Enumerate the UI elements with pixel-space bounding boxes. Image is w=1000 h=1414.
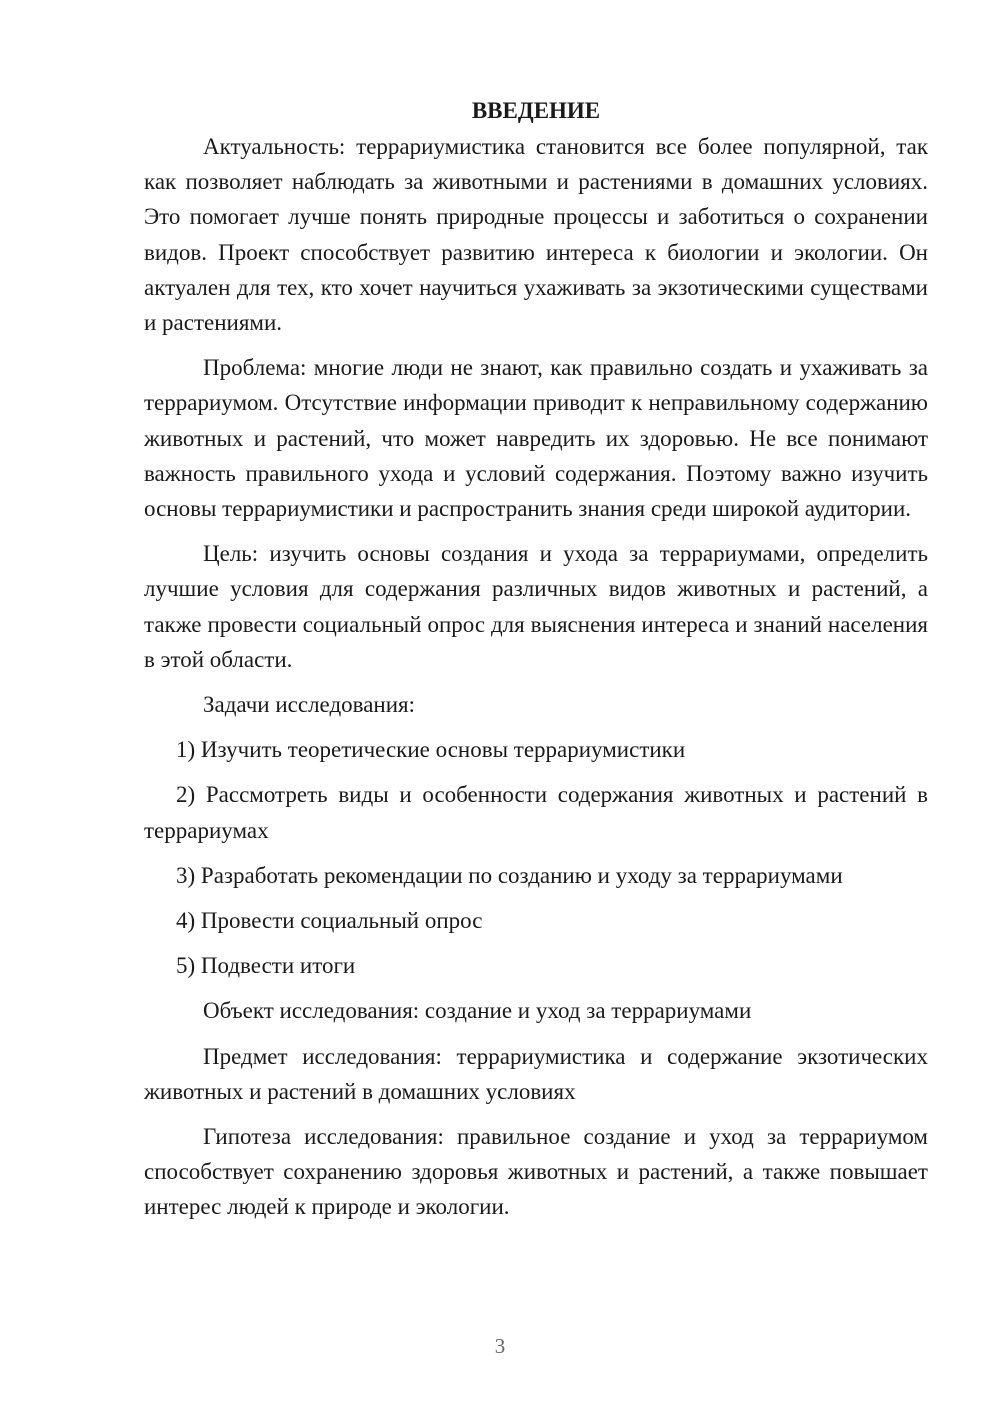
paragraph-hypothesis: Гипотеза исследования: правильное создание и уход за террариумом способствует сохранению здоровья животных и растений, а также повышает интерес людей к природе и экологии. bbox=[144, 1124, 928, 1220]
paragraph-subject: Предмет исследования: террариумистика и содержание экзотических животных и растений в домашних условиях bbox=[144, 1043, 928, 1104]
task-item: 4) Провести социальный опрос bbox=[176, 908, 483, 934]
paragraph-object: Объект исследования: создание и уход за террариумами bbox=[203, 998, 752, 1024]
task-item: 5) Подвести итоги bbox=[176, 953, 356, 979]
paragraph-goal: Цель: изучить основы создания и ухода за террариумами, определить лучшие условия для содержания различных видов животных и растений, а также провести социальный опрос для выяснения интереса и знаний населения в этой области. bbox=[144, 541, 928, 672]
paragraph-problem: Проблема: многие люди не знают, как правильно создать и ухаживать за террариумом. Отсутствие информации приводит к неправильному содержанию животных и растений, что может навредить их здоровью. Не все понимают важность правильного ухода и условий содержания. Поэтому важно изучить основы террариумистики и распространить знания среди широкой аудитории. bbox=[144, 355, 928, 522]
page-content bbox=[144, 96, 928, 1225]
tasks-title: Задачи исследования: bbox=[203, 692, 416, 718]
page-number: 3 bbox=[494, 1334, 506, 1358]
task-item: 2) Рассмотреть виды и особенности содержания животных и растений в террариумах bbox=[144, 782, 928, 843]
section-heading: ВВЕДЕНИЕ bbox=[471, 98, 601, 123]
task-item: 1) Изучить теоретические основы террариумистики bbox=[176, 737, 686, 763]
paragraph-relevance: Актуальность: террариумистика становится все более популярной, так как позволяет наблюдать за животными и растениями в домашних условиях. Это помогает лучше понять природные процессы и заботиться о сохранении видов. Проект способствует развитию интереса к биологии и экологии. Он актуален для тех, кто хочет научиться ухаживать за экзотическими существами и растениями. bbox=[144, 134, 928, 336]
task-item: 3) Разработать рекомендации по созданию и уходу за террариумами bbox=[176, 862, 843, 888]
